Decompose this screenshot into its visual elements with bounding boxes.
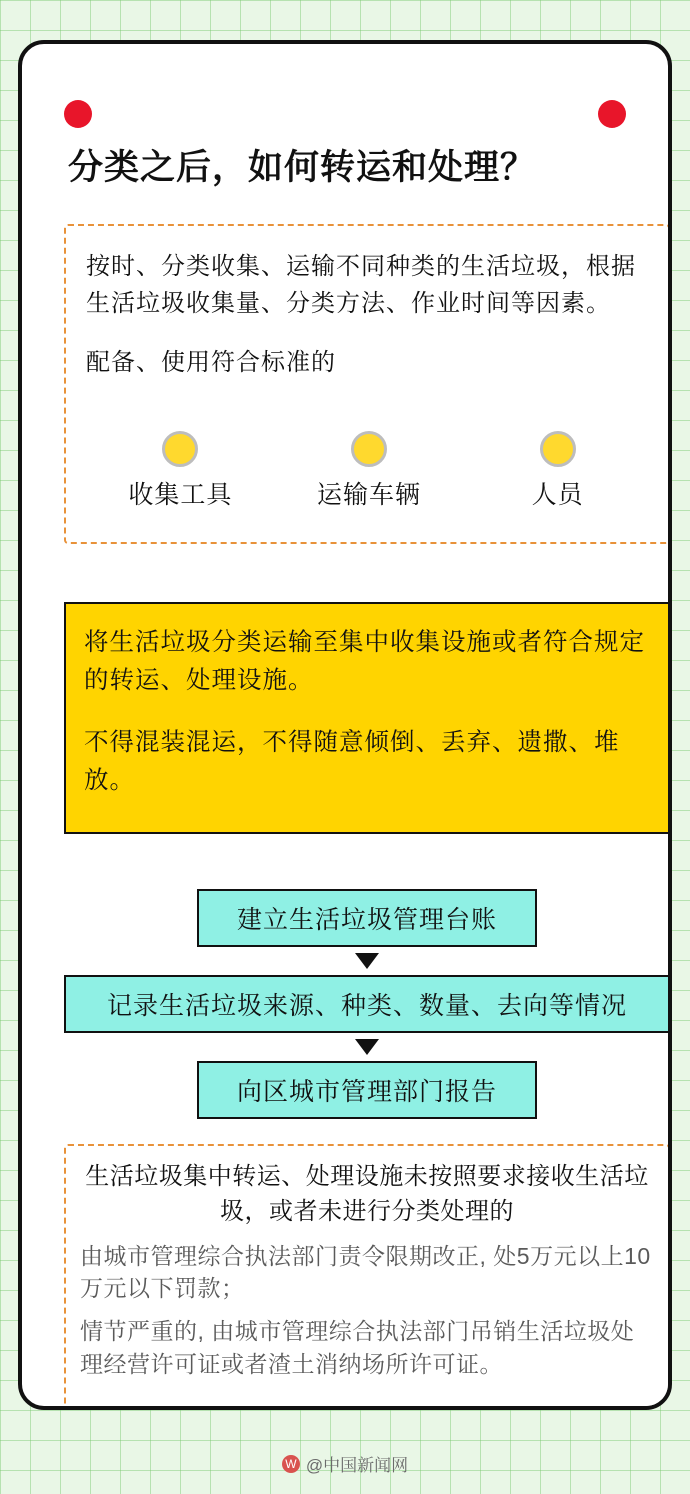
- flow-step-report: 向区城市管理部门报告: [197, 1061, 537, 1119]
- arrow-down-icon: [355, 1039, 379, 1055]
- transport-rules-section: [64, 602, 670, 834]
- equipment-label-tools: 收集工具: [128, 481, 233, 509]
- yellow-circle-icon: [351, 431, 387, 467]
- decoration-dot-top-left: [64, 100, 92, 128]
- weibo-icon: W: [282, 1455, 300, 1473]
- page-title: 分类之后，如何转运和处理？: [68, 148, 537, 187]
- equipment-item-tools: [105, 431, 255, 511]
- source-label: @中国新闻网: [305, 1456, 409, 1475]
- source-footer: [0, 1451, 690, 1476]
- penalty-section: [64, 1144, 670, 1410]
- equipment-item-personnel: [483, 431, 633, 511]
- decoration-dot-top-right: [598, 100, 626, 128]
- section2-paragraph-2: 不得混装混运，不得随意倾倒、丢弃、遗撒、堆放。: [84, 728, 620, 794]
- penalty-body-2: 情节严重的, 由城市管理综合执法部门吊销生活垃圾处理经营许可证或者渣土消纳场所许可证。: [80, 1317, 635, 1377]
- section1-paragraph-2: 配备、使用符合标准的: [86, 349, 336, 377]
- yellow-circle-icon: [162, 431, 198, 467]
- equipment-label-vehicles: 运输车辆: [316, 481, 421, 509]
- flow-step-record: 记录生活垃圾来源、种类、数量、去向等情况: [64, 975, 670, 1033]
- arrow-down-icon: [355, 953, 379, 969]
- section1-paragraph-1: 按时、分类收集、运输不同种类的生活垃圾，根据生活垃圾收集量、分类方法、作业时间等因素。: [86, 253, 636, 318]
- collection-transport-section: [64, 224, 670, 544]
- equipment-item-vehicles: [294, 431, 444, 511]
- equipment-label-personnel: 人员: [531, 481, 584, 509]
- penalty-body-1: 由城市管理综合执法部门责令限期改正, 处5万元以上10万元以下罚款；: [80, 1242, 651, 1302]
- section2-paragraph-1: 将生活垃圾分类运输至集中收集设施或者符合规定的转运、处理设施。: [84, 629, 645, 694]
- penalty-headline: 生活垃圾集中转运、处理设施未按照要求接收生活垃圾，或者未进行分类处理的: [85, 1163, 649, 1225]
- flow-step-ledger: 建立生活垃圾管理台账: [197, 889, 537, 947]
- equipment-icon-row: [86, 431, 652, 511]
- yellow-circle-icon: [540, 431, 576, 467]
- flow-diagram: [64, 889, 670, 1119]
- poster-card: [18, 40, 672, 1410]
